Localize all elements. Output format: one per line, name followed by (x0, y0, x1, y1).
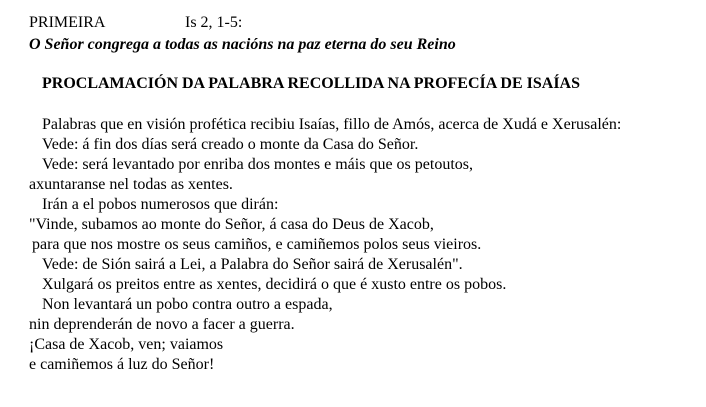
verse-line: Non levantará un pobo contra outro a espada, (42, 296, 333, 313)
verse-line: Vede: á fin dos días será creado o monte da Casa do Señor. (42, 136, 419, 153)
verse-line: para que nos mostre os seus camiños, e camiñemos polos seus vieiros. (32, 236, 482, 253)
verse-line: axuntaranse nel todas as xentes. (29, 176, 233, 193)
verse-line: e camiñemos á luz do Señor! (29, 356, 215, 373)
verse-line: Xulgará os preitos entre as xentes, decidirá o que é xusto entre os pobos. (42, 276, 507, 293)
reading-subtitle: O Señor congrega a todas as nacións na paz eterna do seu Reino (29, 36, 456, 53)
scripture-reference: Is 2, 1-5: (185, 14, 243, 31)
verse-line: Vede: será levantado por enriba dos montes e máis que os petoutos, (42, 156, 473, 173)
verse-line: "Vinde, subamos ao monte do Señor, á casa do Deus de Xacob, (29, 216, 434, 233)
reading-body (29, 115, 654, 375)
reading-section-label: PRIMEIRA (29, 14, 106, 31)
verse-line: ¡Casa de Xacob, ven; vaiamos (29, 336, 224, 353)
opening-paragraph: Palabras que en visión profética recibiu Isaías, fillo de Amós, acerca de Xudá e Xerusalén: (42, 116, 622, 133)
verse-line: Vede: de Sión sairá a Lei, a Palabra do Señor sairá de Xerusalén". (42, 256, 463, 273)
reading-header (29, 13, 243, 33)
verse-line: nin deprenderán de novo a facer a guerra. (29, 316, 295, 333)
verse-line: Irán a el pobos numerosos que dirán: (42, 196, 279, 213)
proclamation-heading: PROCLAMACIÓN DA PALABRA RECOLLIDA NA PROFECÍA DE ISAÍAS (42, 75, 580, 92)
